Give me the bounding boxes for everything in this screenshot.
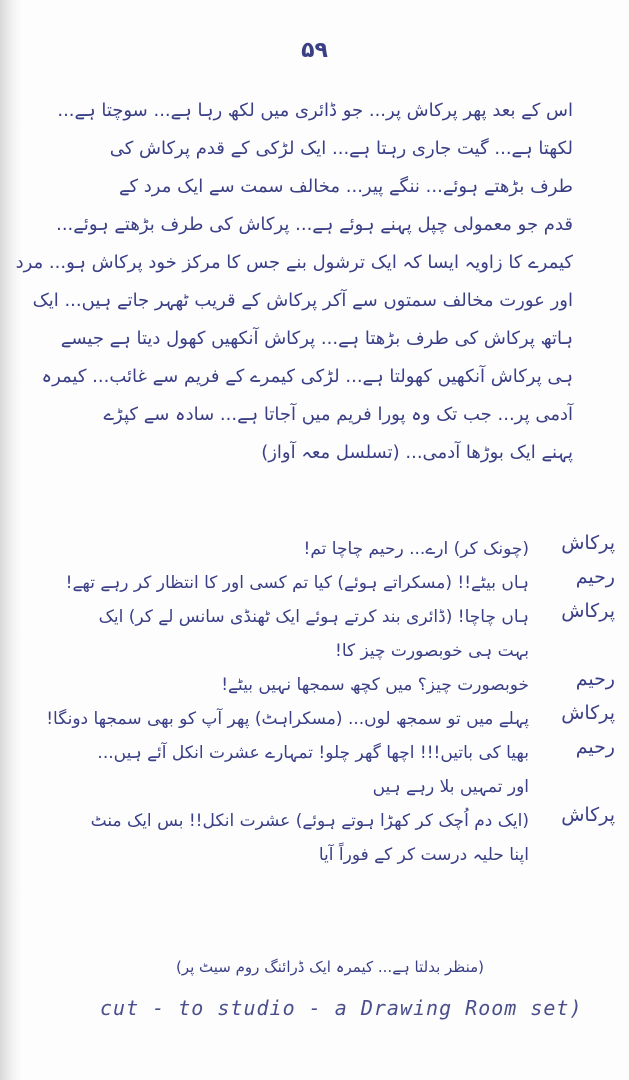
speech-line: پہلے میں تو سمجھ لوں... (مسکراہٹ) پھر آپ کو بھی سمجھا دونگا!	[46, 709, 529, 729]
speaker-name: رحیم	[575, 566, 615, 588]
speech	[29, 702, 529, 736]
narration-line: کیمرے کا زاویہ ایسا کہ ایک ترشول بنے جس کا مرکز خود پرکاش ہو... مرد	[15, 252, 573, 273]
dialogue-turn	[0, 736, 629, 804]
speech-line: (چونک کر) ارے... رحیم چاچا تم!	[303, 539, 529, 559]
page-number: ۵۹	[301, 38, 328, 63]
speech	[29, 736, 529, 804]
speech-line: (ایک دم اُچک کر کھڑا ہوتے ہوئے) عشرت انکل!! بس ایک منٹ	[90, 811, 529, 831]
narration-line: اس کے بعد پھر پرکاش پر... جو ڈائری میں لکھ رہا ہے... سوچتا ہے...	[57, 100, 573, 121]
english-cut-note: cut - to studio - a Drawing Room set)	[100, 996, 583, 1020]
speech	[29, 532, 529, 566]
speech	[29, 600, 529, 668]
scene-narration	[15, 92, 573, 472]
speaker-name: رحیم	[575, 736, 615, 758]
speech-line: خوبصورت چیز؟ میں کچھ سمجھا نہیں بیٹے!	[221, 675, 529, 695]
speaker-name: رحیم	[575, 668, 615, 690]
speech	[29, 804, 529, 872]
dialogue-turn	[0, 702, 629, 736]
narration-line: لکھتا ہے... گیت جاری رہتا ہے... ایک لڑکی کے قدم پرکاش کی	[109, 138, 573, 159]
speech-line: بہت ہی خوبصورت چیز کا!	[335, 641, 529, 661]
narration-line: ہی پرکاش آنکھیں کھولتا ہے... لڑکی کیمرے کے فریم سے غائب... کیمرہ	[41, 366, 573, 387]
narration-line: پہنے ایک بوڑھا آدمی... (تسلسل معہ آواز)	[261, 442, 573, 463]
speaker-name: پرکاش	[561, 532, 615, 554]
speech-line: اپنا حلیہ درست کر کے فوراً آیا	[318, 845, 529, 865]
speech-line: ہاں بیٹے!! (مسکراتے ہوئے) کیا تم کسی اور کا انتظار کر رہے تھے!	[65, 573, 529, 593]
scene-change-note: (منظر بدلتا ہے... کیمرہ ایک ڈرائنگ روم سیٹ پر)	[175, 958, 485, 976]
dialogue-turn	[0, 532, 629, 566]
dialogue-turn	[0, 668, 629, 702]
dialogue-turn	[0, 600, 629, 668]
speech-line: اور تمہیں بلا رہے ہیں	[372, 777, 529, 797]
narration-line: قدم جو معمولی چپل پہنے ہوئے ہے... پرکاش کی طرف بڑھتے ہوئے...	[56, 214, 573, 235]
speech	[29, 668, 529, 702]
speaker-name: پرکاش	[561, 600, 615, 622]
speaker-name: پرکاش	[561, 702, 615, 724]
narration-line: طرف بڑھتے ہوئے... ننگے پیر... مخالف سمت سے ایک مرد کے	[118, 176, 573, 197]
speaker-name: پرکاش	[561, 804, 615, 826]
speech	[29, 566, 529, 600]
dialogue-block	[0, 532, 629, 872]
dialogue-turn	[0, 566, 629, 600]
speech-line: بھیا کی باتیں!!! اچھا گھر چلو! تمہارے عشرت انکل آئے ہیں...	[97, 743, 529, 763]
dialogue-turn	[0, 804, 629, 872]
narration-line: آدمی پر... جب تک وہ پورا فریم میں آجاتا ہے... سادہ سے کپڑے	[103, 404, 573, 425]
narration-line: اور عورت مخالف سمتوں سے آکر پرکاش کے قریب ٹھہر جاتے ہیں... ایک	[32, 290, 573, 311]
narration-line: ہاتھ پرکاش کی طرف بڑھتا ہے... پرکاش آنکھیں کھول دیتا ہے جیسے	[60, 328, 573, 349]
speech-line: ہاں چاچا! (ڈائری بند کرتے ہوئے ایک ٹھنڈی سانس لے کر) ایک	[98, 607, 529, 627]
